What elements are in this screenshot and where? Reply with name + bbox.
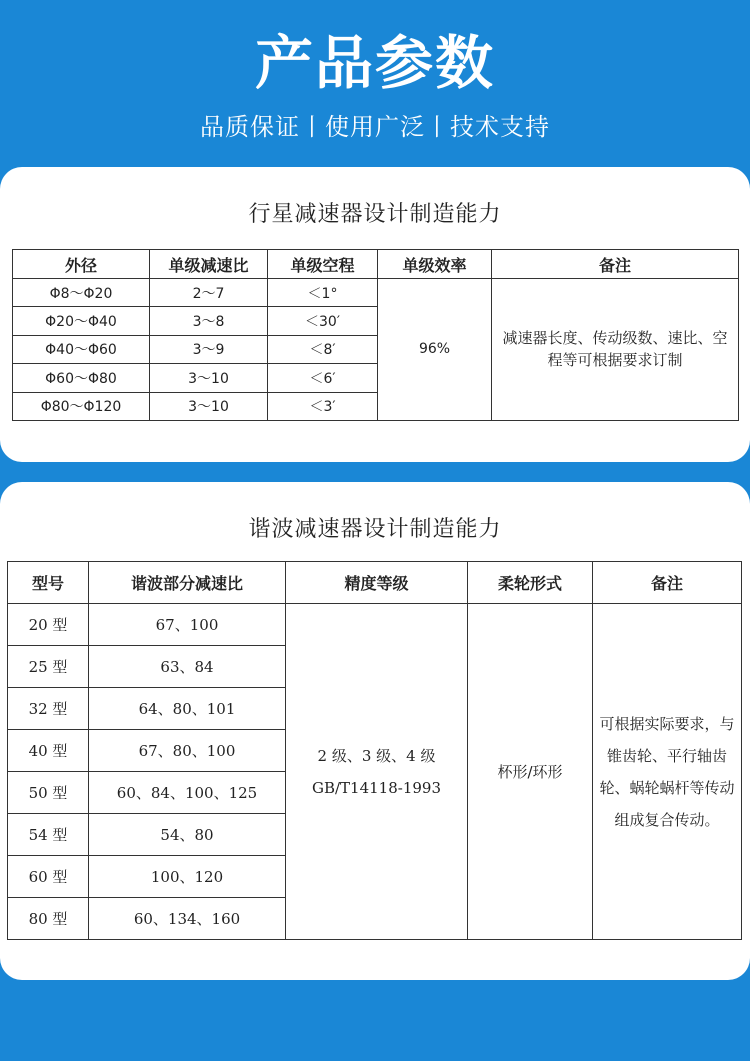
ratio-cell: 60、84、100、125 <box>89 772 286 814</box>
model-cell: 60 型 <box>8 856 89 898</box>
header-cell: 单级效率 <box>378 250 492 279</box>
ratio-cell: 100、120 <box>89 856 286 898</box>
backlash-cell: ＜6′ <box>268 364 378 392</box>
harmonic-title: 谐波减速器设计制造能力 <box>248 517 502 542</box>
harmonic-table <box>7 561 742 940</box>
ratio-cell: 64、80、101 <box>89 688 286 730</box>
note-cell: 可根据实际要求，与锥齿轮、平行轴齿轮、蜗轮蜗杆等传动组成复合传动。 <box>593 604 742 940</box>
diameter-cell: Φ20～Φ40 <box>13 307 150 335</box>
header-cell: 柔轮形式 <box>468 562 593 604</box>
model-cell: 20 型 <box>8 604 89 646</box>
table-row <box>13 279 739 307</box>
header-cell: 型号 <box>8 562 89 604</box>
planetary-title: 行星减速器设计制造能力 <box>248 202 502 227</box>
ratio-cell: 67、80、100 <box>89 730 286 772</box>
flexspline-cell: 杯形/环形 <box>468 604 593 940</box>
header-cell: 外径 <box>13 250 150 279</box>
ratio-cell: 54、80 <box>89 814 286 856</box>
ratio-cell: 2～7 <box>150 279 268 307</box>
header-cell: 谐波部分减速比 <box>89 562 286 604</box>
ratio-cell: 3～10 <box>150 364 268 392</box>
header-cell: 单级减速比 <box>150 250 268 279</box>
model-cell: 25 型 <box>8 646 89 688</box>
table-row <box>8 604 742 646</box>
header-cell: 单级空程 <box>268 250 378 279</box>
ratio-cell: 3～10 <box>150 392 268 420</box>
table-header-row <box>8 562 742 604</box>
note-cell: 减速器长度、传动级数、速比、空程等可根据要求订制 <box>492 279 739 421</box>
ratio-cell: 60、134、160 <box>89 898 286 940</box>
model-cell: 80 型 <box>8 898 89 940</box>
model-cell: 50 型 <box>8 772 89 814</box>
diameter-cell: Φ40～Φ60 <box>13 335 150 363</box>
header-cell: 备注 <box>492 250 739 279</box>
ratio-cell: 63、84 <box>89 646 286 688</box>
header-cell: 精度等级 <box>286 562 468 604</box>
backlash-cell: ＜1° <box>268 279 378 307</box>
harmonic-card <box>0 482 750 980</box>
header-cell: 备注 <box>593 562 742 604</box>
backlash-cell: ＜30′ <box>268 307 378 335</box>
page-title: 产品参数 <box>254 29 495 97</box>
model-cell: 40 型 <box>8 730 89 772</box>
grade-levels: 2 级、3 级、4 级 <box>317 746 436 765</box>
backlash-cell: ＜3′ <box>268 392 378 420</box>
ratio-cell: 67、100 <box>89 604 286 646</box>
planetary-table <box>12 249 739 421</box>
model-cell: 54 型 <box>8 814 89 856</box>
diameter-cell: Φ60～Φ80 <box>13 364 150 392</box>
backlash-cell: ＜8′ <box>268 335 378 363</box>
grade-standard: GB/T14118-1993 <box>311 778 442 797</box>
page-header <box>0 0 750 165</box>
diameter-cell: Φ80～Φ120 <box>13 392 150 420</box>
model-cell: 32 型 <box>8 688 89 730</box>
efficiency-cell: 96% <box>378 279 492 421</box>
table-header-row <box>13 250 739 279</box>
ratio-cell: 3～8 <box>150 307 268 335</box>
ratio-cell: 3～9 <box>150 335 268 363</box>
grade-cell <box>286 604 468 940</box>
planetary-card <box>0 167 750 462</box>
diameter-cell: Φ8～Φ20 <box>13 279 150 307</box>
page-subtitle: 品质保证丨使用广泛丨技术支持 <box>200 113 550 141</box>
